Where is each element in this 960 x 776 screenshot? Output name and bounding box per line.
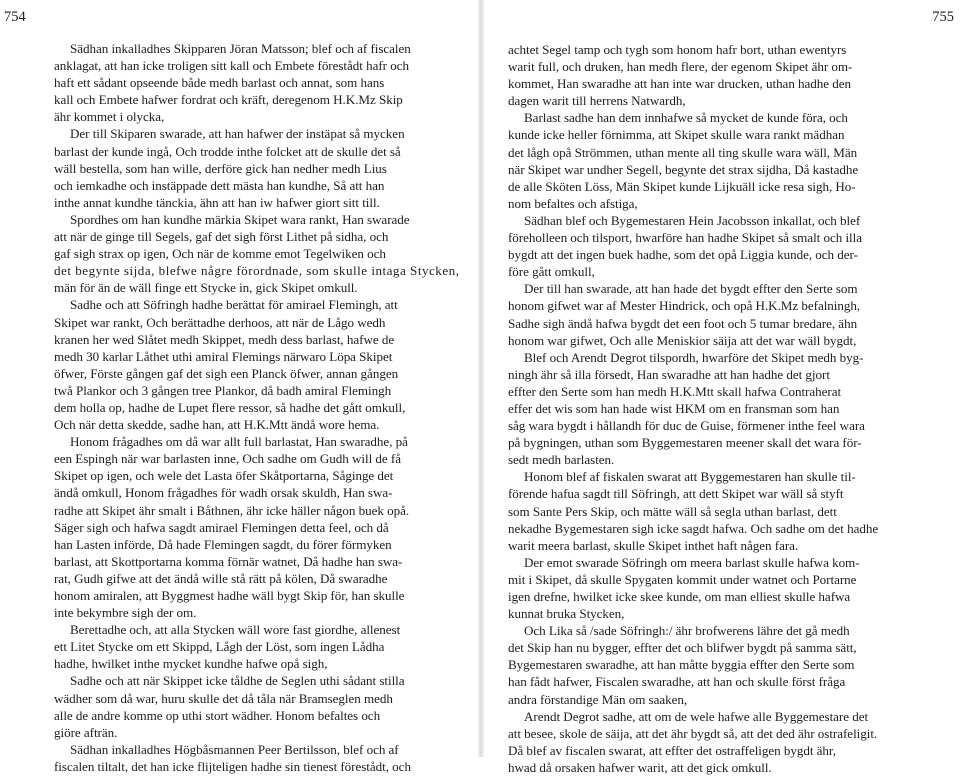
text-line: Der till han swarade, att han hade det bygdt effter den Serte som [524, 281, 858, 297]
text-line: wädher som då war, huru skulle det då tåla när Bramseglen medh [54, 690, 393, 706]
text-line: han Lasten införde, Då hade Flemingen sagdt, du förer förmyken [54, 536, 392, 552]
text-line: twå Plankor och 3 gången tree Plankor, då badh amiral Flemingh [54, 382, 392, 398]
text-line: barlast, att Skottportarna komma förnär watnet, Då hadhe han swa- [54, 553, 403, 569]
text-line: före gått omkull, [508, 264, 595, 280]
text-line: på bygningen, uthan som Byggemestaren meener skall det wara för- [508, 435, 862, 451]
text-line: radhe att Skipet ähr smalt i Båthnen, ähr icke häller någon buek opå. [54, 502, 410, 518]
text-line: effer det wis som han hade wist HKM om en fransman som han [508, 400, 840, 416]
text-line: nekadhe Bygemestaren sigh icke sagdt hafwa. Och sadhe om det hadhe [508, 520, 879, 536]
text-line: föreholleen och tilsport, hwarföre han hadhe Skipet så smalt och illa [508, 230, 862, 246]
text-line: honom gifwet war af Mester Hindrick, och opå H.K.Mz befalningh, [508, 298, 861, 314]
text-line: förende hafua sagdt till Söfringh, att dett Skipet war wäll så styft [508, 486, 844, 502]
text-line: kommet, Han swaradhe att han inte war drucken, uthan hadhe den [508, 76, 852, 92]
text-line: det begynte sijda, blefwe någre förordnade, som skulle intaga Stycken, [54, 263, 460, 279]
text-line: Barlast sadhe han dem innhafwe så mycket de kunde föra, och [524, 110, 848, 126]
text-line: Sädhan inkalladhes Skipparen Jöran Matsson; blef och af fiscalen [70, 41, 411, 56]
text-line: som Sante Pers Skip, och mätte wäll så segla uthan barlast, dett [508, 503, 837, 519]
text-line: dem holla op, hadhe de Lupet flere ressor, så hadhe det gått omkull, [54, 399, 406, 415]
text-line: Sädhan inkalladhes Högbåsmannen Peer Bertilsson, blef och af [70, 741, 399, 757]
text-line: Der till Skiparen swarade, att han hafwer der instäpat så mycken [70, 126, 405, 142]
text-line: warit meera barlast, skulle Skipet inthet haft någen fara. [508, 537, 799, 553]
text-line: barlast der kunde ingå, Och trodde inthe folcket att de skulle det så [54, 143, 401, 159]
text-line: Då blef av fiscalen swarat, att effter det ostraffeligen bygdt ähr, [508, 742, 836, 758]
text-line: Bygemestaren swaradhe, att han måtte byggia effter den Serte som [508, 657, 855, 673]
text-line: effter den Serte som han medh H.K.Mtt skall hafwa Contraherat [508, 383, 842, 399]
text-line: att besee, skole de säija, att det ähr bygdt så, att det ded ähr ostrafeligit. [508, 725, 878, 741]
text-line: een Espingh när war barlasten inne, Och sadhe om Gudh will de få [54, 451, 401, 467]
text-line: ähr kommet i olycka, [54, 109, 165, 125]
right-page [484, 0, 960, 775]
page-number-left: 754 [4, 9, 26, 25]
text-line: kunde icke heller förnimma, att Skipet skulle wara rankt mädhan [508, 127, 845, 143]
text-line: Honom frågadhes om då war allt full barlastat, Han swaradhe, på [70, 434, 408, 450]
text-line: honom amiralen, att Byggmest hadhe wäll bygt Skip för, han skulle [54, 588, 405, 603]
text-line: nom befaltes och afstiga, [508, 195, 638, 211]
text-line: Skipet op igen, och wele det Lasta öfer Skåtportarna, Såginge det [54, 468, 394, 484]
text-line: andra förstandige Män om saaken, [508, 691, 688, 707]
text-line: Sadhe och att när Skippet icke tåldhe de Seglen uthi sådant stilla [70, 673, 405, 689]
text-line: sedt medh barlasten. [508, 452, 615, 468]
text-line: honom war gifwet, Och alle Meniskior säija att det war wäll bygdt, [508, 332, 857, 348]
text-line: Blef och Arendt Degrot tilspordh, hwarföre det Skipet medh byg- [524, 349, 864, 365]
text-line: Honom blef af fiskalen swarat att Byggemestaren han skulle til- [524, 469, 856, 485]
text-line: öfwer, Förste gången gaf det sigh een Planck öfwer, annan gången [54, 365, 399, 381]
text-line: Sadhe och att Söfringh hadhe berättat för amirael Flemingh, att [70, 297, 398, 313]
text-line: Arendt Degrot sadhe, att om de wele hafwe alle Byggemestare det [524, 708, 869, 724]
text-line: mit i Skipet, då skulle Spygaten kommit under watnet och Portarne [508, 571, 857, 587]
text-line: kall och Embete hafwer fordrat och kräft, deregenom H.K.Mz Skip [54, 92, 403, 108]
text-line: och iemkadhe och instäppade dett mästa han kundhe, Så att han [54, 177, 385, 193]
text-line: Säger sigh och hafwa sagdt amirael Flemingen detta feel, och då [54, 519, 389, 535]
text-line: när Skipet war undher Segell, begynte det strax sijdha, Då kastadhe [508, 161, 859, 177]
text-line: hwad då orsaken hafwer warit, att det gick omkull. [508, 759, 772, 775]
text-line: warit full, och druken, han medh flere, der egenom Skipet ähr om- [508, 59, 853, 75]
text-line: såg wara bygdt i hållandh för duc de Guise, förmener inthe feel wara [508, 418, 865, 434]
text-line: alle de andre komme op uthi stort wädher. Honom befaltes och [54, 707, 381, 723]
text-line: Och Lika så /sade Söfringh:/ ähr brofwerens lähre det gå medh [524, 623, 850, 639]
text-line: han fådt hafwer, Fiscalen swaradhe, att han och skulle först fråga [508, 674, 846, 690]
text-line: hadhe, hwilket inthe mycket kundhe hafwe opå sigh, [54, 656, 328, 672]
text-line: Sadhe sigh ändå hafwa bygdt det een foot och 5 tumar bredare, ähn [508, 315, 858, 331]
left-page [0, 0, 478, 774]
text-line: dagen warit till herrens Natwardh, [508, 93, 686, 109]
text-line: inthe annat kundhe tänckia, ähn att han iw hafwer giort sitt till. [54, 194, 380, 210]
text-line: achtet Segel tamp och tygh som honom hafr bort, uthan ewentyrs [508, 42, 847, 57]
left-page-text [54, 40, 460, 775]
text-line: Berettadhe och, att alla Stycken wäll wore fast giordhe, allenest [70, 622, 401, 638]
text-line: fiscalen tiltalt, det han icke flijteligen hadhe sin tienest förestådt, och [54, 758, 411, 774]
text-line: giöre afträn. [54, 724, 118, 740]
text-line: kunnat bruka Stycken, [508, 606, 625, 622]
text-line: Spordhes om han kundhe märkia Skipet wara rankt, Han swarade [70, 211, 410, 227]
text-line: det lågh opå Strömmen, uthan mente all ting skulle wara wäll, Män [508, 144, 858, 160]
text-line: igen drefne, hwilket icke skee kunde, om man elliest skulle hafwa [508, 589, 851, 604]
text-line: rat, Gudh gifwe att det ändå wille stå rätt på kölen, Då swaradhe [54, 570, 388, 586]
text-line: Sädhan blef och Bygemestaren Hein Jacobsson inkallat, och blef [524, 212, 861, 228]
text-line: män för än de wäll finge ett Stycke in, gick Skipet omkull. [54, 280, 358, 296]
text-line: Der emot swarade Söfringh om meera barlast skulle hafwa kom- [524, 554, 860, 570]
text-line: ändå omkull, Honom frågadhes för wadh orsak skuldh, Han swa- [54, 485, 393, 501]
text-line: haft ett sådant opseende både medh barlast och annat, som hans [54, 75, 385, 91]
text-line: anklagat, att han icke troligen sitt kall och Embete förestådt hafr och [54, 58, 409, 74]
text-line: de alle Sköten Löss, Män Skipet kunde Lijkuäll icke resa sigh, Ho- [508, 178, 856, 194]
page-number-right: 755 [932, 9, 954, 25]
text-line: Och när detta skedde, sadhe han, att H.K.Mtt ändå wore hema. [54, 417, 380, 433]
right-page-text [508, 41, 928, 776]
text-line: gaf sigh strax op igen, Och när de komme emot Tegelwiken och [54, 246, 386, 262]
text-line: att när de ginge till Segels, gaf det sigh först Lithet på sidha, och [54, 229, 389, 245]
text-line: ett Litet Stycke om ett Skippd, Lågh der Löst, som ingen Lådha [54, 639, 385, 655]
text-line: ningh ähr så illa försedt, Han swaradhe att han hadhe det gjort [508, 366, 830, 382]
text-line: bygdt att det ingen buek hadhe, som det opå Liggia kunde, och der- [508, 247, 858, 263]
text-line: medh 30 karlar Låthet uthi amiral Flemings närwaro Löpa Skipet [54, 348, 393, 364]
text-line: kranen her wed Slåtet medh Skippet, medh dess barlast, hafwe de [54, 331, 395, 347]
text-line: det Skip han nu bygger, effter det och blifwer bygdt på samma sätt, [508, 640, 857, 656]
text-line: Skipet war rankt, Och berättadhe derhoos, att när de Lågo wedh [54, 314, 386, 330]
text-line: wäll bestella, som han wille, derföre gick han nedher medh Lius [54, 160, 387, 176]
text-line: inte bekymbre sigh der om. [54, 605, 197, 621]
